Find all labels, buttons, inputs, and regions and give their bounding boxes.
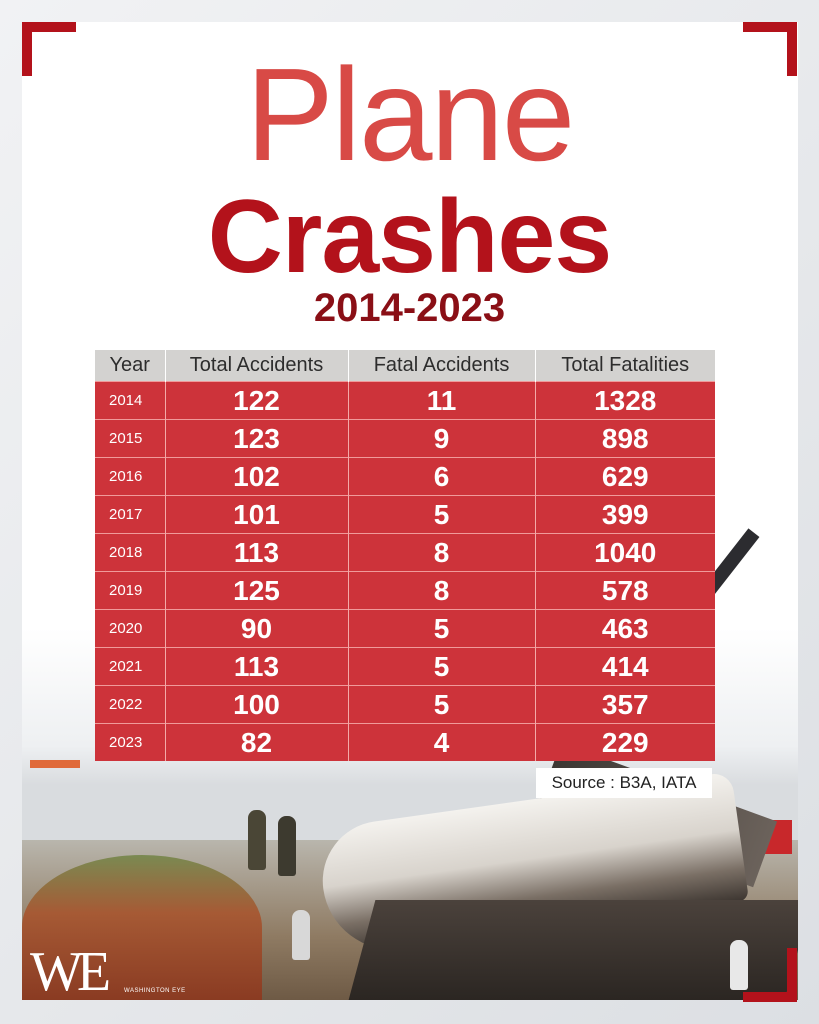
total-accidents-cell: 90 [165, 610, 348, 648]
year-cell: 2023 [95, 724, 165, 762]
table-header-row [95, 350, 715, 382]
total-fatalities-cell: 1328 [535, 382, 715, 420]
year-cell: 2022 [95, 686, 165, 724]
table-row [95, 458, 715, 496]
year-cell: 2017 [95, 496, 165, 534]
year-cell: 2020 [95, 610, 165, 648]
total-fatalities-cell: 414 [535, 648, 715, 686]
firefighter [248, 810, 266, 870]
total-accidents-cell: 113 [165, 648, 348, 686]
subtitle-years: 2014-2023 [313, 286, 506, 330]
investigator [292, 910, 310, 960]
logo-wordmark: WASHINGTON EYE [124, 988, 186, 994]
header-fatal-accidents: Fatal Accidents [348, 350, 535, 382]
total-fatalities-cell: 229 [535, 724, 715, 762]
table-row [95, 496, 715, 534]
total-fatalities-cell: 629 [535, 458, 715, 496]
total-fatalities-cell: 463 [535, 610, 715, 648]
table-row [95, 572, 715, 610]
total-accidents-cell: 122 [165, 382, 348, 420]
fatal-accidents-cell: 8 [348, 572, 535, 610]
fatal-accidents-cell: 11 [348, 382, 535, 420]
table-row [95, 610, 715, 648]
firefighter [278, 816, 296, 876]
fatal-accidents-cell: 5 [348, 648, 535, 686]
fatal-accidents-cell: 5 [348, 610, 535, 648]
table-row [95, 648, 715, 686]
header-total-fatalities: Total Fatalities [535, 350, 715, 382]
logo-mark: WE [30, 941, 106, 1003]
year-cell: 2018 [95, 534, 165, 572]
table-row [95, 686, 715, 724]
table-row [95, 724, 715, 762]
year-cell: 2016 [95, 458, 165, 496]
header-year: Year [95, 350, 165, 382]
year-cell: 2019 [95, 572, 165, 610]
fatal-accidents-cell: 4 [348, 724, 535, 762]
corner-bracket [743, 948, 797, 1002]
year-cell: 2014 [95, 382, 165, 420]
table-row [95, 382, 715, 420]
total-accidents-cell: 113 [165, 534, 348, 572]
fatal-accidents-cell: 5 [348, 686, 535, 724]
crash-stats-table [95, 350, 715, 761]
header-total-accidents: Total Accidents [165, 350, 348, 382]
year-cell: 2015 [95, 420, 165, 458]
table-row [95, 534, 715, 572]
fatal-accidents-cell: 9 [348, 420, 535, 458]
table-row [95, 420, 715, 458]
total-fatalities-cell: 1040 [535, 534, 715, 572]
total-fatalities-cell: 898 [535, 420, 715, 458]
fatal-accidents-cell: 6 [348, 458, 535, 496]
year-cell: 2021 [95, 648, 165, 686]
title-line-1: Plane [245, 41, 574, 188]
fatal-accidents-cell: 8 [348, 534, 535, 572]
crane-arm [30, 760, 80, 768]
total-fatalities-cell: 357 [535, 686, 715, 724]
total-accidents-cell: 101 [165, 496, 348, 534]
fatal-accidents-cell: 5 [348, 496, 535, 534]
total-fatalities-cell: 399 [535, 496, 715, 534]
total-accidents-cell: 102 [165, 458, 348, 496]
title-line-2: Crashes [207, 179, 612, 295]
total-fatalities-cell: 578 [535, 572, 715, 610]
total-accidents-cell: 123 [165, 420, 348, 458]
source-label: Source : B3A, IATA [536, 768, 712, 798]
total-accidents-cell: 125 [165, 572, 348, 610]
total-accidents-cell: 82 [165, 724, 348, 762]
total-accidents-cell: 100 [165, 686, 348, 724]
